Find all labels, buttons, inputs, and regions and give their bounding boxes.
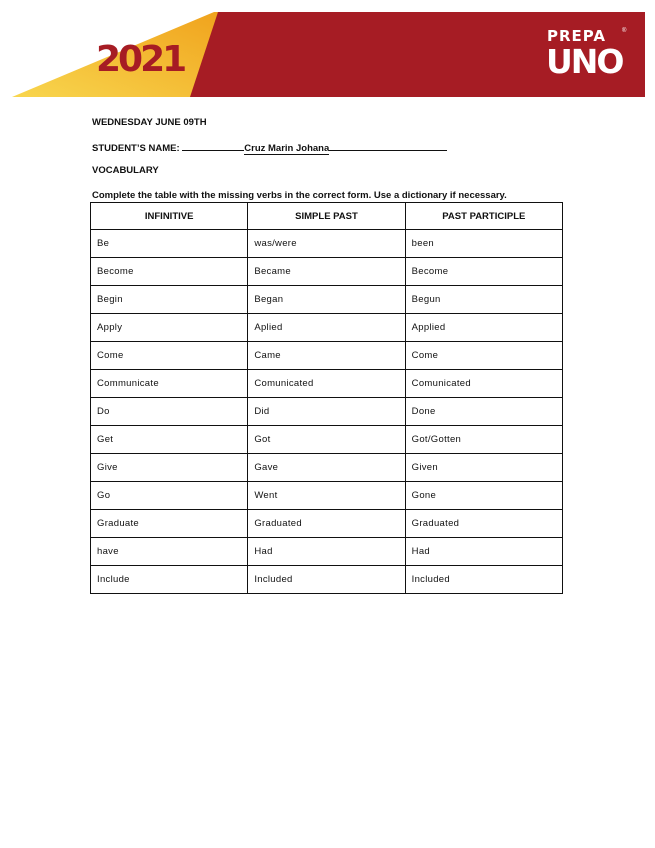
table-row — [91, 398, 563, 426]
table-row — [91, 286, 563, 314]
table-row — [91, 454, 563, 482]
instructions: Complete the table with the missing verbs in the correct form. Use a dictionary if necessary. — [92, 190, 507, 201]
cell-past-participle: Begun — [405, 286, 562, 314]
table-body — [91, 230, 563, 594]
cell-past-participle: Become — [405, 258, 562, 286]
cell-infinitive: Communicate — [91, 370, 248, 398]
cell-past-participle: Done — [405, 398, 562, 426]
cell-past-participle: Applied — [405, 314, 562, 342]
table-row — [91, 314, 563, 342]
cell-simple-past: Graduated — [248, 510, 405, 538]
table-row — [91, 510, 563, 538]
cell-simple-past: Comunicated — [248, 370, 405, 398]
cell-infinitive: Go — [91, 482, 248, 510]
student-name-value: Cruz Marin Johana — [244, 143, 330, 154]
cell-simple-past: Did — [248, 398, 405, 426]
cell-simple-past: Began — [248, 286, 405, 314]
cell-infinitive: Come — [91, 342, 248, 370]
cell-infinitive: Graduate — [91, 510, 248, 538]
cell-past-participle: Given — [405, 454, 562, 482]
table-row — [91, 230, 563, 258]
header-infinitive: INFINITIVE — [91, 203, 248, 230]
cell-infinitive: Do — [91, 398, 248, 426]
table-row — [91, 426, 563, 454]
cell-simple-past: Became — [248, 258, 405, 286]
table-row — [91, 482, 563, 510]
registered-mark: ® — [622, 28, 627, 34]
cell-simple-past: Went — [248, 482, 405, 510]
year-logo: 2021 — [96, 39, 185, 80]
cell-infinitive: Become — [91, 258, 248, 286]
table-row — [91, 342, 563, 370]
cell-infinitive: have — [91, 538, 248, 566]
cell-past-participle: Come — [405, 342, 562, 370]
header-simple-past: SIMPLE PAST — [248, 203, 405, 230]
vocabulary-table — [90, 202, 563, 594]
cell-past-participle: Included — [405, 566, 562, 594]
cell-past-participle: Had — [405, 538, 562, 566]
name-underline-right — [329, 141, 447, 151]
cell-past-participle: Got/Gotten — [405, 426, 562, 454]
student-name-label: STUDENT’S NAME: — [92, 143, 180, 154]
header-past-participle: PAST PARTICIPLE — [405, 203, 562, 230]
cell-infinitive: Include — [91, 566, 248, 594]
student-name-line — [92, 141, 447, 154]
cell-infinitive: Begin — [91, 286, 248, 314]
date-line: WEDNESDAY JUNE 09TH — [92, 117, 207, 128]
cell-past-participle: Graduated — [405, 510, 562, 538]
cell-simple-past: Aplied — [248, 314, 405, 342]
cell-simple-past: Included — [248, 566, 405, 594]
cell-simple-past: Got — [248, 426, 405, 454]
table-header-row — [91, 203, 563, 230]
table-row — [91, 566, 563, 594]
cell-infinitive: Give — [91, 454, 248, 482]
cell-simple-past: Came — [248, 342, 405, 370]
table-row — [91, 370, 563, 398]
cell-past-participle: been — [405, 230, 562, 258]
name-underline-left — [182, 141, 244, 151]
cell-past-participle: Gone — [405, 482, 562, 510]
cell-simple-past: was/were — [248, 230, 405, 258]
cell-infinitive: Apply — [91, 314, 248, 342]
section-title: VOCABULARY — [92, 165, 159, 176]
table-row — [91, 538, 563, 566]
cell-past-participle: Comunicated — [405, 370, 562, 398]
brand-logo-top: PREPA — [547, 27, 607, 45]
table-row — [91, 258, 563, 286]
brand-logo-bottom: UNO — [546, 42, 623, 81]
cell-simple-past: Had — [248, 538, 405, 566]
cell-infinitive: Get — [91, 426, 248, 454]
cell-infinitive: Be — [91, 230, 248, 258]
cell-simple-past: Gave — [248, 454, 405, 482]
